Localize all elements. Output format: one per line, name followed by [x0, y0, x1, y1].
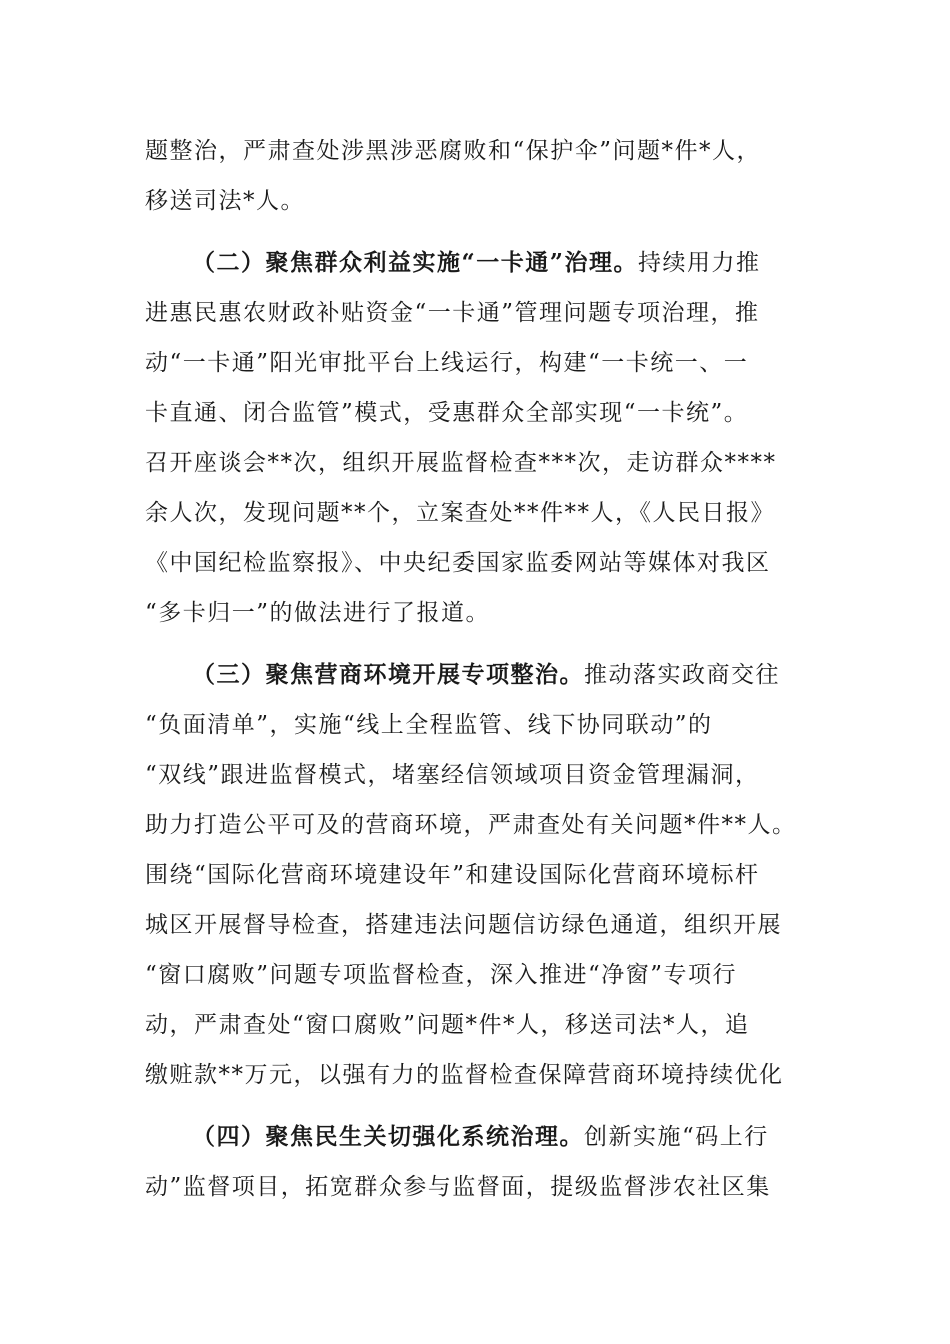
text-line: “负面清单”，实施“线上全程监管、线下协同联动”的 [145, 712, 713, 738]
text-line: 召开座谈会**次，组织开展监督检查***次，走访群众**** [145, 450, 777, 476]
paragraph-first-line [192, 655, 815, 695]
text-line: “双线”跟进监督模式，堵塞经信领域项目资金管理漏洞， [145, 762, 760, 788]
text-line: 动“一卡通”阳光审批平台上线运行，构建“一卡统一、一 [145, 350, 749, 376]
text-line: 卡直通、闭合监管”模式，受惠群众全部实现“一卡统”。 [145, 400, 749, 426]
text-run: 创新实施“码上行 [584, 1124, 769, 1150]
text-run: 推动落实政商交往 [584, 662, 780, 688]
text-line: 助力打造公平可及的营商环境，严肃查处有关问题*件**人。 [145, 812, 797, 838]
text-line: 围绕“国际化营商环境建设年”和建设国际化营商环境标杆 [145, 862, 760, 888]
text-line: “多卡归一”的做法进行了报道。 [145, 600, 491, 626]
paragraph-first-line [192, 1117, 815, 1157]
section-heading: （四）聚焦民生关切强化系统治理。 [192, 1123, 584, 1150]
text-line: 进惠民惠农财政补贴资金“一卡通”管理问题专项治理，推 [145, 300, 760, 326]
text-line: 《中国纪检监察报》、中央纪委国家监委网站等媒体对我区 [145, 550, 771, 576]
text-line: 动”监督项目，拓宽群众参与监督面，提级监督涉农社区集 [145, 1174, 771, 1200]
text-line: 题整治，严肃查处涉黑涉恶腐败和“保护伞”问题*件*人， [145, 138, 762, 164]
section-heading: （三）聚焦营商环境开展专项整治。 [192, 661, 584, 688]
text-line: 移送司法*人。 [145, 188, 305, 214]
text-line: 余人次，发现问题**个，立案查处**件**人，《人民日报》 [145, 500, 775, 526]
text-line: 城区开展督导检查，搭建违法问题信访绿色通道，组织开展 [145, 912, 782, 938]
text-line: “窗口腐败”问题专项监督检查，深入推进“净窗”专项行 [145, 962, 738, 988]
paragraph-first-line [192, 243, 815, 283]
text-line: 动，严肃查处“窗口腐败”问题*件*人，移送司法*人，追 [145, 1012, 750, 1038]
section-heading: （二）聚焦群众利益实施“一卡通”治理。 [192, 249, 638, 276]
text-line: 缴赃款**万元，以强有力的监督检查保障营商环境持续优化 [145, 1062, 784, 1088]
text-run: 持续用力推 [637, 250, 761, 276]
